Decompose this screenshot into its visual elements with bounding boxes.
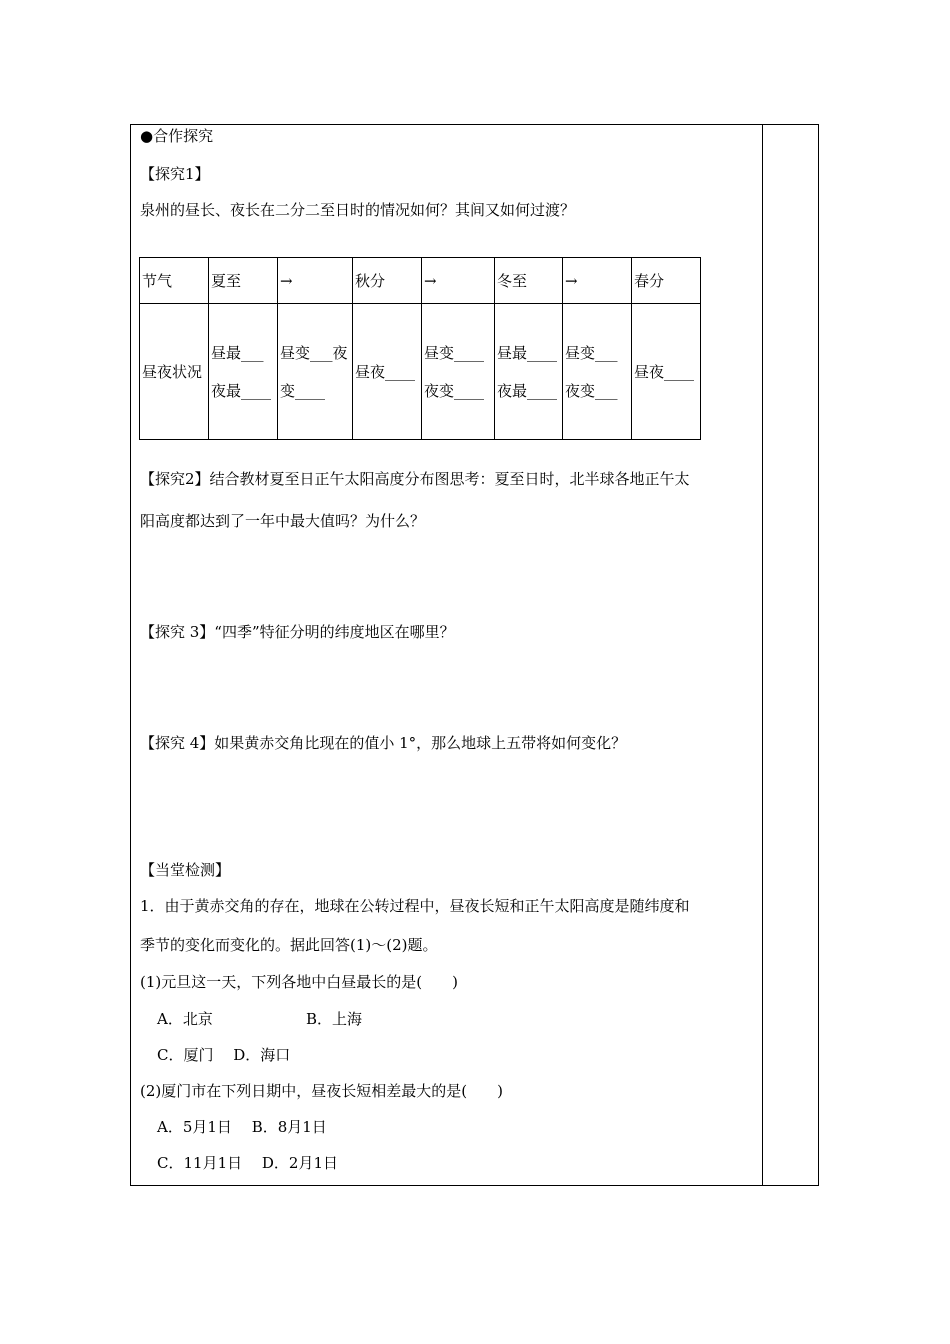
blank-text: 夜最____ [211,381,272,400]
options-c-d: C．厦门 D．海口 [157,1046,291,1064]
subquestion1: (1)元旦这一天，下列各地中白昼最长的是( ) [140,973,458,991]
inquiry1-question: 泉州的昼长、夜长在二分二至日时的情况如何？其间又如何过渡？ [140,201,576,219]
blank-text: 昼夜____ [634,362,695,381]
side-column-divider [762,124,763,1186]
table-cell: → [563,258,632,304]
table-header-row [140,258,701,304]
blank-text: 昼变____ [424,343,485,362]
options-c-d-dates: C．11月1日 D．2月1日 [157,1154,338,1172]
blank-text: 夜变___ [565,381,618,400]
blank-text: 变____ [280,381,326,400]
table-cell: 秋分 [353,258,422,304]
table-cell [278,304,353,440]
table-cell: 春分 [632,258,701,304]
table-cell [209,304,278,440]
table-cell [632,304,701,440]
inquiry3-text: 【探究 3】“四季”特征分明的纬度地区在哪里？ [140,623,455,641]
inquiry2-line2: 阳高度都达到了一年中最大值吗？为什么？ [140,512,426,530]
blank-text: 昼最___ [211,343,264,362]
table-row-label: 昼夜状况 [140,304,209,440]
question1-line1: 1．由于黄赤交角的存在，地球在公转过程中，昼夜长短和正午太阳高度是随纬度和 [140,897,690,915]
blank-text: 昼最____ [497,343,558,362]
table-cell: 夏至 [209,258,278,304]
blank-text: 夜变____ [424,381,485,400]
inquiry4-text: 【探究 4】如果黄赤交角比现在的值小 1°，那么地球上五带将如何变化？ [140,734,627,752]
day-night-table [139,257,701,440]
check-heading: 【当堂检测】 [140,861,231,879]
table-cell [353,304,422,440]
inquiry2-line1: 【探究2】结合教材夏至日正午太阳高度分布图思考：夏至日时，北半球各地正午太 [140,470,690,488]
table-cell [422,304,495,440]
table-cell [563,304,632,440]
option-a-beijing: A．北京 [157,1010,213,1028]
blank-text: 夜最____ [497,381,558,400]
blank-text: 昼变___夜 [280,343,348,362]
subquestion2: (2)厦门市在下列日期中，昼夜长短相差最大的是( ) [140,1082,503,1100]
table-cell: → [278,258,353,304]
table-row [140,304,701,440]
table-cell: 节气 [140,258,209,304]
table-cell: 冬至 [495,258,563,304]
blank-text: 昼夜____ [355,362,416,381]
section-title: ●合作探究 [140,127,214,145]
options-a-b-dates: A．5月1日 B．8月1日 [157,1118,327,1136]
blank-text: 昼变___ [565,343,618,362]
table-cell [495,304,563,440]
table-cell: → [422,258,495,304]
option-b-shanghai: B．上海 [306,1010,363,1028]
question1-line2: 季节的变化而变化的。据此回答(1)～(2)题。 [140,936,438,954]
inquiry1-heading: 【探究1】 [140,165,210,183]
